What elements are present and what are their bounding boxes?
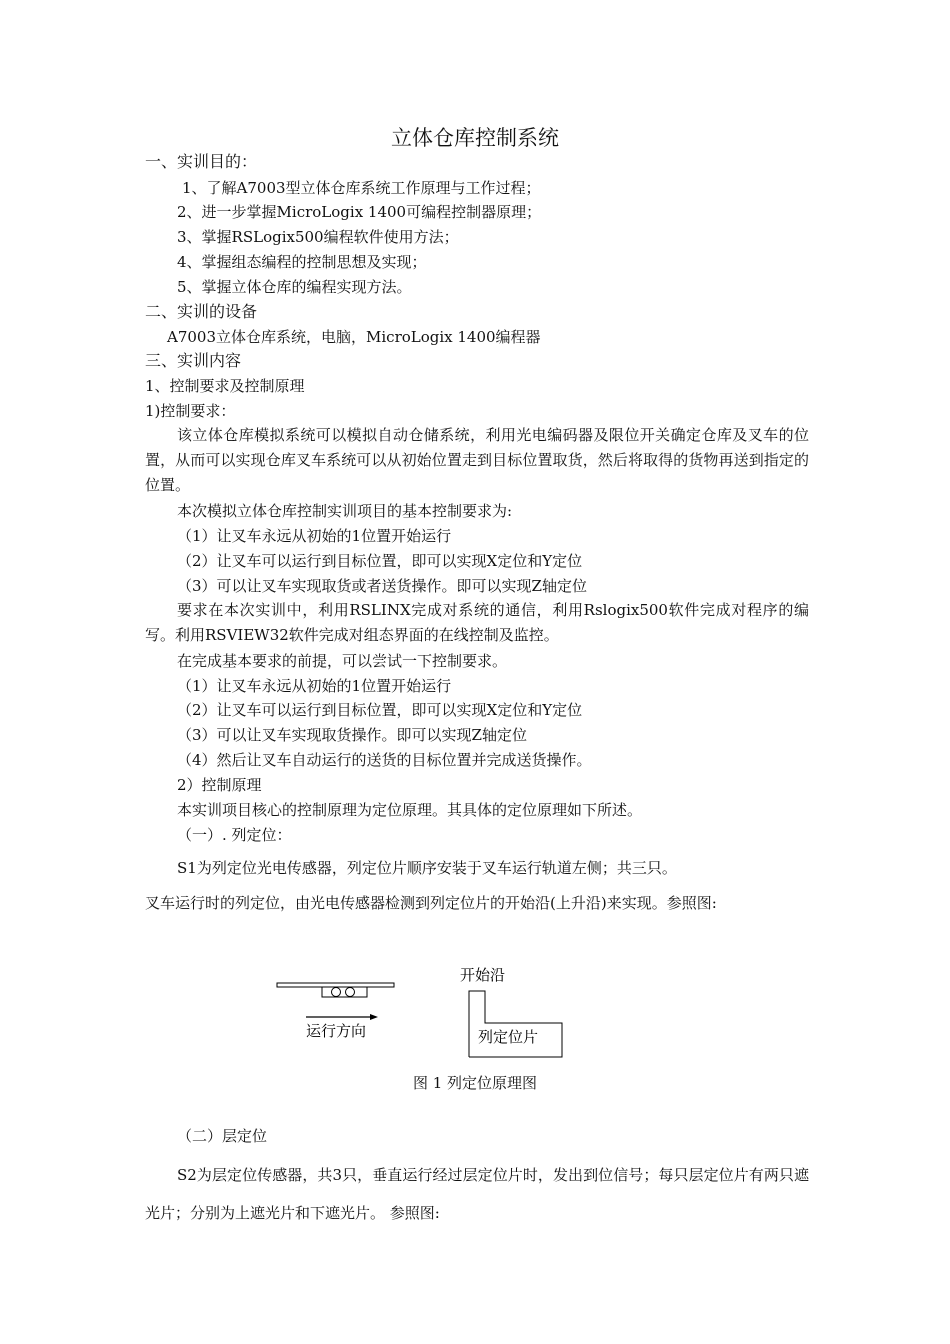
advanced-requirements-intro: 在完成基本要求的前提，可以尝试一下控制要求。: [177, 652, 508, 670]
objective-item-5: 5、掌握立体仓库的编程实现方法。: [177, 278, 412, 296]
column-positioning-text-1: S1为列定位光电传感器，列定位片顺序安装于叉车运行轨道左侧；共三只。: [177, 859, 677, 877]
principle-text: 本实训项目核心的控制原理为定位原理。其具体的定位原理如下所述。: [177, 801, 643, 819]
basic-requirements-intro: 本次模拟立体仓库控制实训项目的基本控制要求为:: [177, 502, 513, 520]
subheading-column-positioning: （一）. 列定位：: [177, 826, 292, 844]
subheading-principle: 2）控制原理: [177, 776, 262, 794]
basic-item-1: （1）让叉车永远从初始的1位置开始运行: [177, 527, 452, 545]
advanced-item-1: （1）让叉车永远从初始的1位置开始运行: [177, 677, 452, 695]
direction-arrow-head-icon: [370, 1014, 378, 1020]
basic-item-2: （2）让叉车可以运行到目标位置，即可以实现X定位和Y定位: [177, 552, 583, 570]
section-heading-objectives: 一、实训目的：: [145, 152, 258, 171]
wheel-right-icon: [346, 988, 355, 997]
advanced-item-3: （3）可以让叉车实现取货操作。即可以实现Z轴定位: [177, 726, 527, 744]
advanced-item-2: （2）让叉车可以运行到目标位置，即可以实现X定位和Y定位: [177, 701, 583, 719]
section-heading-content: 三、实训内容: [145, 351, 242, 370]
page-title: 立体仓库控制系统: [391, 126, 559, 150]
paragraph-system-intro: 该立体仓库模拟系统可以模拟自动仓储系统，利用光电编码器及限位开关确定仓库及叉车的位置，从而可以实现仓库叉车系统可以从初始位置走到目标位置取货，然后将取得的货物再送到指定的位置。: [145, 426, 809, 494]
label-starting-edge: 开始沿: [460, 966, 506, 984]
wheel-left-icon: [332, 988, 341, 997]
column-positioning-text-2: 叉车运行时的列定位，由光电传感器检测到列定位片的开始沿(上升沿)来实现。参照图:: [145, 894, 717, 912]
subheading-control: 1、控制要求及控制原理: [145, 377, 305, 395]
layer-positioning-text: S2为层定位传感器，共3只，垂直运行经过层定位片时，发出到位信号；每只层定位片有两只遮光片；分别为上遮光片和下遮光片。 参照图:: [145, 1166, 809, 1222]
objective-item-3: 3、掌握RSLogix500编程软件使用方法；: [177, 228, 459, 246]
advanced-item-4: （4）然后让叉车自动运行的送货的目标位置并完成送货操作。: [177, 751, 592, 769]
figure-caption: 图 1 列定位原理图: [412, 1074, 538, 1092]
objective-item-1: 1、了解A7003型立体仓库系统工作原理与工作过程；: [182, 179, 541, 197]
objective-item-4: 4、掌握组态编程的控制思想及实现；: [177, 253, 427, 271]
positioning-plate-outline: [469, 991, 562, 1057]
basic-item-3: （3）可以让叉车实现取货或者送货操作。即可以实现Z轴定位: [177, 577, 587, 595]
subheading-requirements: 1)控制要求：: [145, 402, 236, 420]
label-direction: 运行方向: [306, 1022, 367, 1040]
objective-item-2: 2、进一步掌握MicroLogix 1400可编程控制器原理；: [177, 203, 542, 221]
subheading-layer-positioning: （二）层定位: [177, 1127, 268, 1145]
label-positioning-plate: 列定位片: [478, 1028, 539, 1046]
carriage-box: [322, 987, 367, 997]
paragraph-software: 要求在本次实训中，利用RSLINX完成对系统的通信，利用Rslogix500软件完成对程序的编写。利用RSVIEW32软件完成对组态界面的在线控制及监控。: [145, 601, 809, 644]
section-heading-equipment: 二、实训的设备: [145, 302, 258, 321]
column-positioning-diagram: [270, 958, 580, 1064]
rail-bar: [277, 983, 394, 987]
equipment-text: A7003立体仓库系统，电脑，MicroLogix 1400编程器: [167, 328, 541, 346]
